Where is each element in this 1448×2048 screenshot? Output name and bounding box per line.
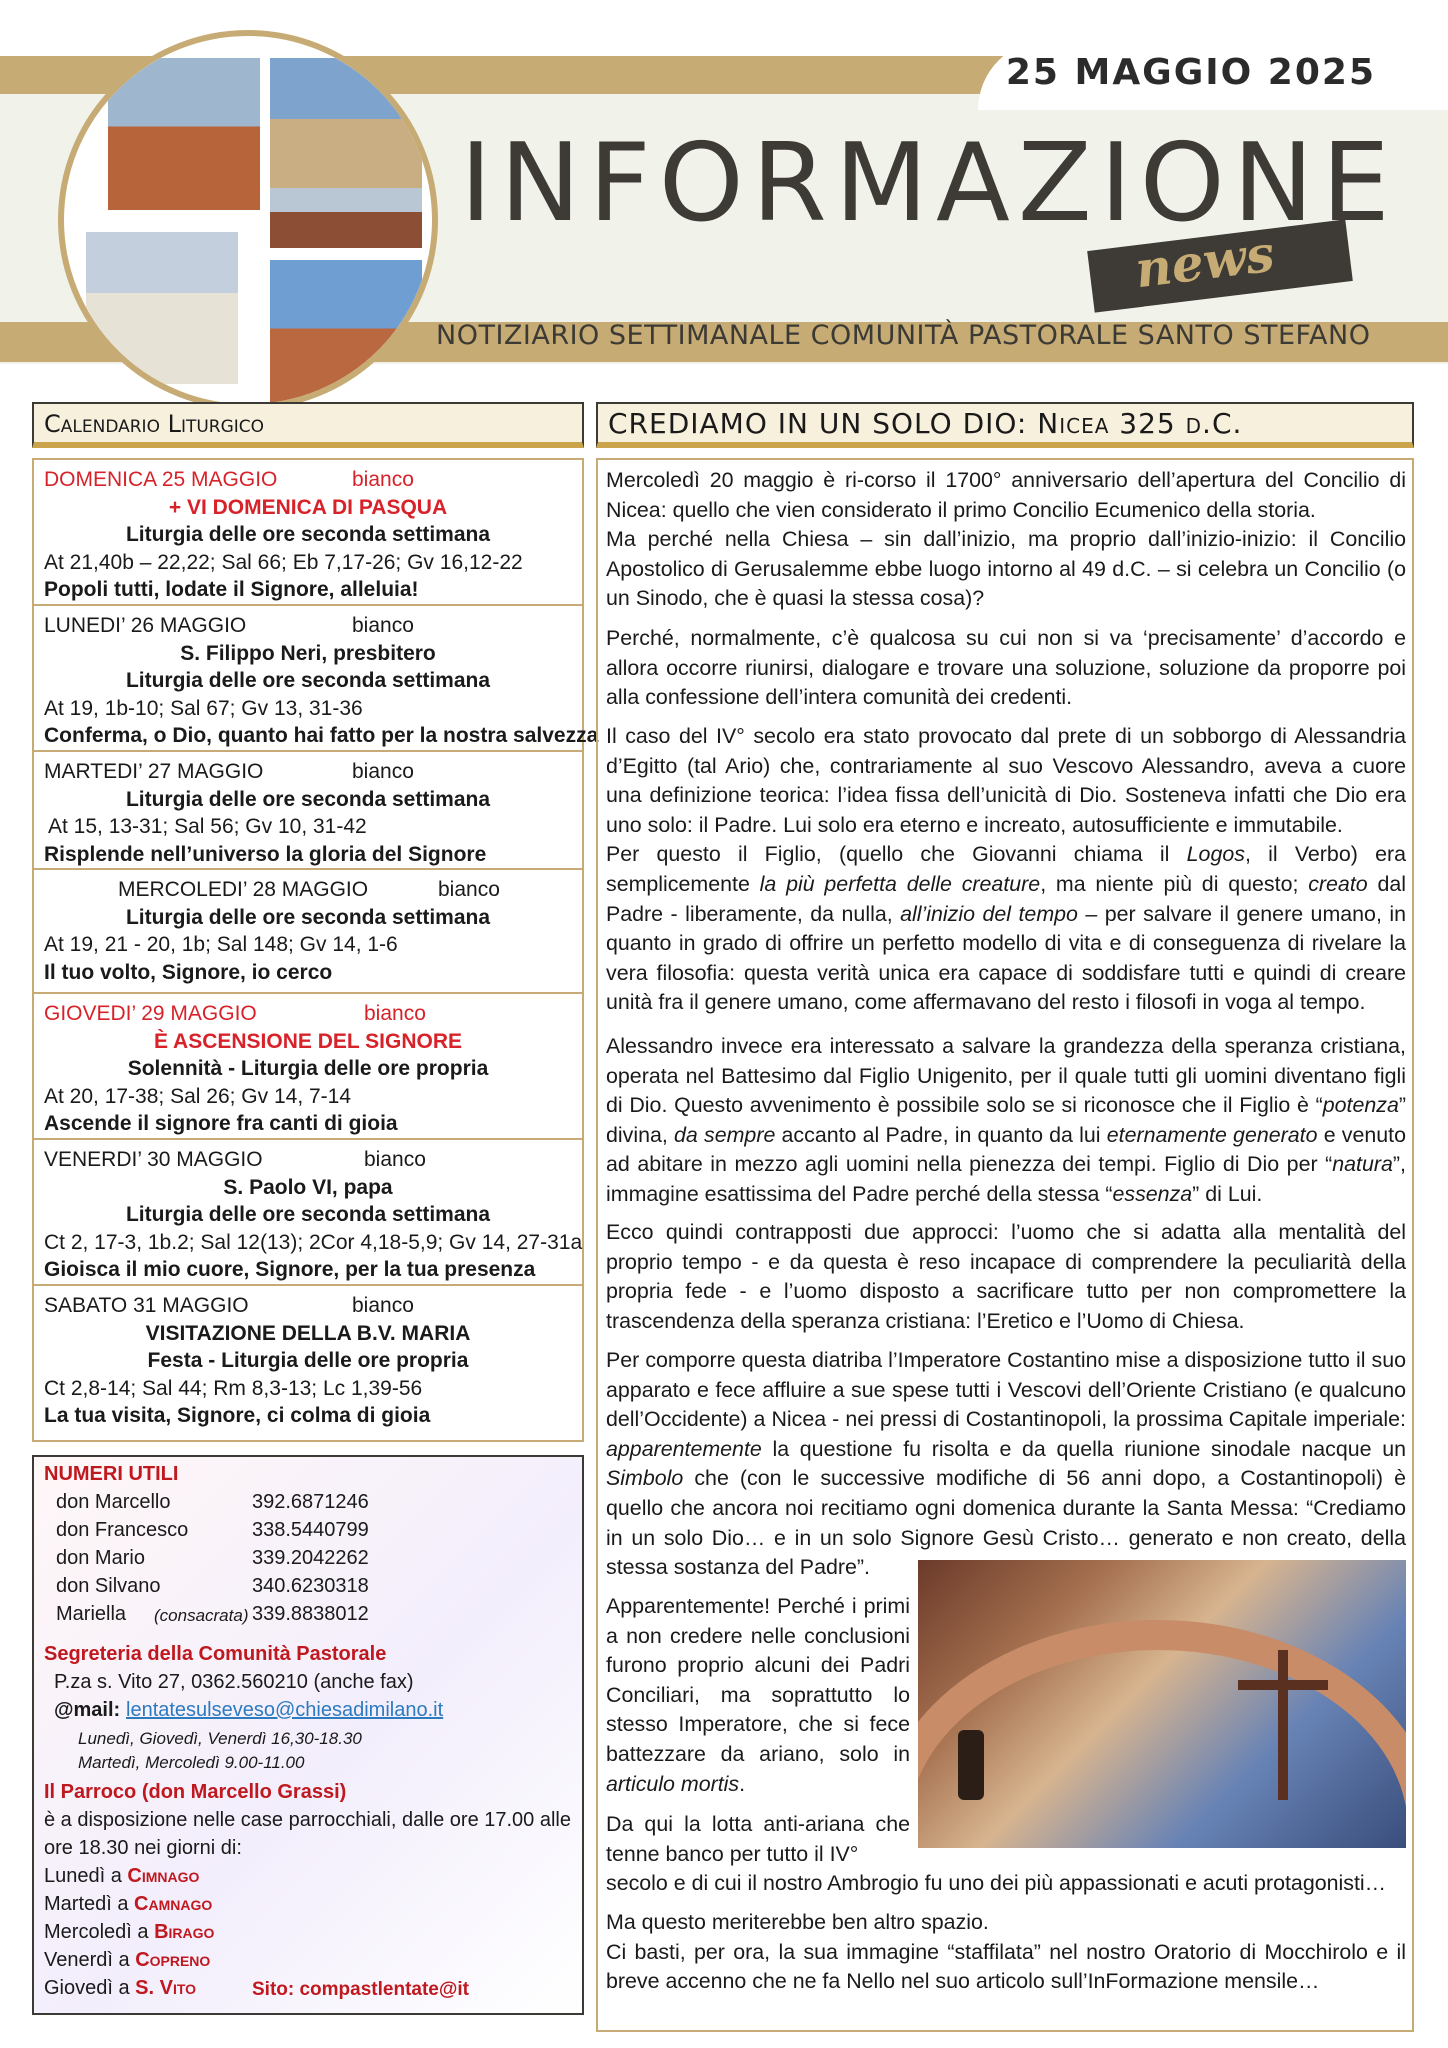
day-feast: S. Paolo VI, papa: [223, 1176, 393, 1199]
visit-place: S. Vito: [135, 1977, 197, 1999]
day-liturgy: Liturgia delle ore seconda settimana: [125, 788, 491, 811]
day-liturgy: Solennità - Liturgia delle ore propria: [127, 1057, 489, 1080]
day-feast: S. Filippo Neri, presbitero: [180, 642, 436, 665]
day-response: La tua visita, Signore, ci colma di gioia: [44, 1404, 431, 1427]
contact-name: don Marcello: [56, 1491, 171, 1513]
day-readings: Ct 2,8-14; Sal 44; Rm 8,3-13; Lc 1,39-56: [44, 1377, 423, 1400]
article-paragraph: Da qui la lotta anti-ariana che tenne banco per tutto il IV°: [606, 1812, 910, 1866]
newsletter-title: INFORMAZIONE: [460, 121, 1398, 246]
visit-day: Giovedì a S. Vito: [44, 1977, 197, 1999]
day-response: Ascende il signore fra canti di gioia: [44, 1112, 398, 1135]
site-link[interactable]: Sito: compastlentate@it: [252, 1979, 469, 2000]
day-color: bianco: [352, 614, 414, 637]
church-photo: [108, 58, 260, 210]
lamp-icon: [958, 1730, 984, 1800]
parroco-text: ore 18.30 nei giorni di:: [44, 1837, 242, 1859]
calendar-day: [32, 750, 584, 870]
issue-date: 25 MAGGIO 2025: [1005, 52, 1376, 93]
day-readings: At 20, 17-38; Sal 26; Gv 14, 7-14: [44, 1085, 352, 1108]
day-liturgy: Liturgia delle ore seconda settimana: [125, 906, 491, 929]
visit-day: Venerdì a Copreno: [44, 1949, 211, 1971]
news-label: news: [1131, 223, 1278, 300]
mail-label: @mail:: [54, 1699, 121, 1721]
day-readings: At 19, 1b-10; Sal 67; Gv 13, 31-36: [44, 697, 363, 720]
contact-phone[interactable]: 392.6871246: [252, 1491, 369, 1513]
article-paragraph: secolo e di cui il nostro Ambrogio fu uno dei più appassionati e acuti protagonisti…: [606, 1871, 1387, 1895]
day-date: VENERDI’ 30 MAGGIO: [44, 1148, 263, 1171]
contact-phone[interactable]: 338.5440799: [252, 1519, 369, 1541]
day-liturgy: Liturgia delle ore seconda settimana: [125, 523, 491, 546]
useful-numbers-box: [32, 1455, 584, 2015]
visit-place: Birago: [154, 1921, 215, 1943]
visit-place: Cimnago: [127, 1865, 200, 1887]
article-paragraph: Ma questo meriterebbe ben altro spazio. Ci basti, per ora, la sua immagine “staffilata” nel nostro Oratorio di Mocchirolo e il breve accenno che ne fa Nello nel suo articolo sull’InFormazione mensile…: [606, 1910, 1406, 1994]
day-date: MERCOLEDI’ 28 MAGGIO: [118, 878, 369, 901]
mail-link[interactable]: lentatesulseveso@chiesadimilano.it: [126, 1699, 444, 1721]
article-paragraph: Apparentemente! Perché i primi a non credere nelle conclusioni furono proprio alcuni dei Padri Conciliari, ma soprattutto lo stesso Imperatore, che si fece battezzare da ariano, solo in articulo mortis.: [606, 1594, 910, 1796]
article-paragraph: Alessandro invece era interessato a salvare la grandezza della speranza cristiana, operata nel Battesimo dal Figlio Unigenito, per il quale tutti gli uomini diventano figli di Dio. Questo avvenimento è possibile solo se si riconosce che il Figlio è “potenza” divina, da sempre accanto al Padre, in quanto da lui eternamente generato e venuto ad abitare in mezzo agli uomini nella pienezza dei tempi. Figlio di Dio per “natura”, immagine esattissima del Padre perché della stessa “essenza” di Lui.: [606, 1034, 1407, 1206]
visit-day: Martedì a Camnago: [44, 1893, 213, 1915]
contact-name: don Silvano: [56, 1575, 161, 1597]
article-paragraph: Per comporre questa diatriba l’Imperatore Costantino mise a disposizione tutto il suo apparato e fece affluire a sue spese tutti i Vescovi dell’Oriente Cristiano (e qualcuno dell’Occidente) a Nicea - nei pressi di Costantinopoli, la prossima Capitale imperiale: apparentemente la questione fu risolta e da quella riunione sinodale nacque un Simbolo che (con le successive modifiche di 56 anni dopo, a Costantinopoli) è quello che ancora noi recitiamo ogni domenica durante la Santa Messa: “Crediamo in un solo Dio… e in un solo Signore Gesù Cristo… generato e non creato, della stessa sostanza del Padre”.: [606, 1348, 1406, 1580]
visit-place: Camnago: [134, 1893, 213, 1915]
calendar-day: [32, 458, 584, 606]
day-readings: Ct 2, 17-3, 1b.2; Sal 12(13); 2Cor 4,18-5,9; Gv 14, 27-31a: [44, 1231, 583, 1254]
day-liturgy: Liturgia delle ore seconda settimana: [125, 669, 491, 692]
contact-note: (consacrata): [154, 1606, 249, 1625]
article-paragraph: Ecco quindi contrapposti due approcci: l’uomo che si adatta alla mentalità del proprio tempo - e da questa è reso incapace di comprendere la peculiarità della propria fede - e l’uomo disposto a sacrificare tutto per non compromettere la trascendenza della speranza cristiana: l’Eretico e l’Uomo di Chiesa.: [606, 1220, 1406, 1333]
day-date: SABATO 31 MAGGIO: [44, 1294, 249, 1317]
day-color: bianco: [352, 760, 414, 783]
day-color: bianco: [438, 878, 500, 901]
useful-heading: NUMERI UTILI: [44, 1463, 179, 1485]
contact-name: Mariella: [56, 1603, 127, 1625]
contact-name: don Mario: [56, 1547, 145, 1569]
day-response: Risplende nell’universo la gloria del Signore: [44, 843, 487, 866]
day-liturgy: Liturgia delle ore seconda settimana: [125, 1203, 491, 1226]
article-paragraph: Mercoledì 20 maggio è ri-corso il 1700° anniversario dell’apertura del Concilio di Nicea: quello che vien considerato il primo Concilio Ecumenico della storia. Ma perché nella Chiesa – sin dall’inizio, ma proprio dall’inizio-inizio: il Concilio Apostolico di Gerusalemme ebbe luogo intorno al 49 d.C. – si celebra un Concilio (o un Sinodo, che è quasi la stessa cosa)?: [606, 468, 1406, 611]
day-date: LUNEDI’ 26 MAGGIO: [44, 614, 247, 637]
article-paragraph: Il caso del IV° secolo era stato provocato dal prete di un sobborgo di Alessandria d’Egitto (tal Ario) che, contrariamente al suo Vescovo Alessandro, aveva a cuore una definizione teorica: l’idea fissa dell’unicità di Dio. Sosteneva infatti che Dio era uno solo: il Padre. Lui solo era eterno e increato, autosufficiente e immutabile. Per questo il Figlio, (quello che Giovanni chiama il Logos, il Verbo) era semplicemente la più perfetta delle creature, ma niente più di questo; creato dal Padre - liberamente, da nulla, all’inizio del tempo – per salvare il genere umano, in quanto in grado di offrire un perfetto modello di vita e di conseguenza di rivelare la vera filosofia: questa verità unica era capace di soddisfare tutti e quindi di creare unità fra il genere umano, come affermavano del resto i filosofi in voga al tempo.: [606, 724, 1406, 1015]
churches-photo-collage: [58, 30, 438, 410]
day-date: DOMENICA 25 MAGGIO: [44, 468, 278, 491]
article-paragraph: Perché, normalmente, c’è qualcosa su cui non si va ‘precisamente’ d’accordo e allora occorre riunirsi, dialogare e trovare una soluzione, soluzione da proporre poi alla confessione dell’intera comunità dei credenti.: [606, 626, 1406, 710]
article-heading: CREDIAMO IN UN SOLO DIO: Nicea 325 d.C.: [596, 402, 1414, 448]
day-readings: At 19, 21 - 20, 1b; Sal 148; Gv 14, 1-6: [44, 933, 398, 956]
day-response: Gioisca il mio cuore, Signore, per la tua presenza: [44, 1258, 536, 1281]
newsletter-subtitle: NOTIZIARIO SETTIMANALE COMUNITÀ PASTORALE SANTO STEFANO: [436, 320, 1371, 351]
calendar-day: [32, 868, 584, 994]
church-photo: [270, 188, 422, 248]
calendar-heading: Calendario Liturgico: [32, 402, 584, 448]
contact-phone[interactable]: 339.8838012: [252, 1603, 369, 1625]
calendar-day: [32, 1138, 584, 1286]
parroco-text: è a disposizione nelle case parrocchiali, dalle ore 17.00 alle: [44, 1809, 571, 1831]
visit-day: Lunedì a Cimnago: [44, 1865, 200, 1887]
parroco-title: Il Parroco (don Marcello Grassi): [44, 1781, 347, 1803]
secretary-address: P.za s. Vito 27, 0362.560210 (anche fax): [54, 1671, 414, 1693]
day-date: MARTEDI’ 27 MAGGIO: [44, 760, 264, 783]
day-color: bianco: [352, 468, 414, 491]
crucifix-icon: [1278, 1650, 1288, 1800]
visit-day: Mercoledì a Birago: [44, 1921, 215, 1943]
contact-phone[interactable]: 340.6230318: [252, 1575, 369, 1597]
day-feast: VISITAZIONE DELLA B.V. MARIA: [145, 1322, 471, 1345]
calendar-day: [32, 1284, 584, 1442]
day-date: GIOVEDI’ 29 MAGGIO: [44, 1002, 257, 1025]
visit-place: Copreno: [135, 1949, 211, 1971]
day-color: bianco: [364, 1148, 426, 1171]
calendar-day: [32, 992, 584, 1140]
day-response: Il tuo volto, Signore, io cerco: [44, 961, 333, 984]
contact-name: don Francesco: [56, 1519, 189, 1541]
day-feast: È ASCENSIONE DEL SIGNORE: [153, 1030, 463, 1053]
office-hours: Martedì, Mercoledì 9.00-11.00: [78, 1753, 305, 1772]
calendar-day: [32, 604, 599, 752]
day-liturgy: Festa - Liturgia delle ore propria: [147, 1349, 469, 1372]
day-feast: + VI DOMENICA DI PASQUA: [168, 496, 448, 519]
day-color: bianco: [364, 1002, 426, 1025]
office-hours: Lunedì, Giovedì, Venerdì 16,30-18.30: [78, 1729, 362, 1748]
secretary-title: Segreteria della Comunità Pastorale: [44, 1643, 387, 1665]
day-readings: At 15, 13-31; Sal 56; Gv 10, 31-42: [48, 815, 367, 838]
church-photo: [86, 232, 238, 384]
day-readings: At 21,40b – 22,22; Sal 66; Eb 7,17-26; Gv 16,12-22: [44, 551, 523, 574]
day-response: Popoli tutti, lodate il Signore, alleluia!: [44, 578, 419, 601]
day-color: bianco: [352, 1294, 414, 1317]
day-response: Conferma, o Dio, quanto hai fatto per la nostra salvezza: [44, 724, 599, 747]
church-photo: [270, 260, 422, 410]
contact-phone[interactable]: 339.2042262: [252, 1547, 369, 1569]
fresco-image: [918, 1560, 1406, 1848]
